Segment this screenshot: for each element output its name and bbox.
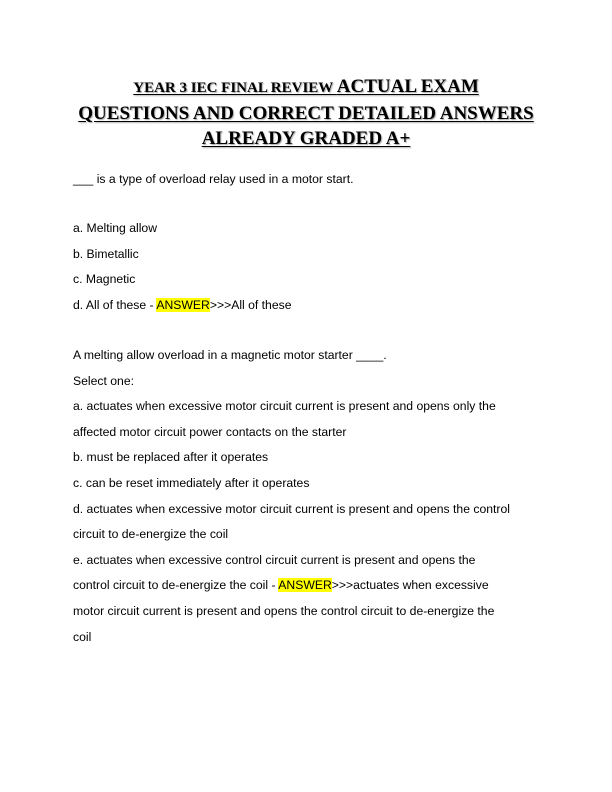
question-2 bbox=[73, 343, 553, 650]
question-2-answer-line-1 bbox=[73, 573, 553, 599]
title-line-3: ALREADY GRADED A+ bbox=[201, 128, 411, 149]
question-1-option-b: b. Bimetallic bbox=[73, 246, 139, 261]
question-2-instruction: Select one: bbox=[73, 373, 134, 388]
question-2-option-line: d. actuates when excessive motor circuit current is present and opens the control bbox=[73, 501, 510, 516]
title-part-1: YEAR 3 IEC FINAL REVIEW bbox=[133, 80, 337, 96]
question-2-option-line: affected motor circuit power contacts on the starter bbox=[73, 424, 347, 439]
question-2-answer-marker: ANSWER bbox=[278, 578, 332, 593]
question-2-answer-line-2: motor circuit current is present and opens the control circuit to de-energize the bbox=[73, 603, 495, 618]
title-line-2: QUESTIONS AND CORRECT DETAILED ANSWERS bbox=[78, 103, 534, 124]
question-2-option-line: e. actuates when excessive control circuit current is present and opens the bbox=[73, 552, 476, 567]
question-2-option-line: a. actuates when excessive motor circuit current is present and opens only the bbox=[73, 399, 496, 414]
question-1-answer-text: >>>All of these bbox=[209, 297, 292, 312]
document-title bbox=[60, 74, 552, 151]
question-1 bbox=[73, 167, 553, 193]
question-1-stem: ___ is a type of overload relay used in a motor start. bbox=[73, 172, 354, 186]
question-1-option-c: c. Magnetic bbox=[73, 272, 136, 287]
title-part-2: ACTUAL EXAM bbox=[336, 76, 479, 97]
question-1-option-d-prefix: d. All of these - bbox=[73, 297, 157, 312]
question-1-answer-marker: ANSWER bbox=[156, 297, 210, 312]
question-2-option-line: c. can be reset immediately after it operates bbox=[73, 475, 310, 490]
question-2-option-line: circuit to de-energize the coil bbox=[73, 527, 229, 542]
question-1-option-a: a. Melting allow bbox=[73, 221, 157, 235]
question-2-last-line-prefix: control circuit to de-energize the coil - bbox=[73, 578, 279, 593]
title-line-1 bbox=[60, 74, 552, 101]
question-2-stem: A melting allow overload in a magnetic motor starter ____. bbox=[73, 348, 387, 362]
question-2-answer-line-3: coil bbox=[73, 629, 92, 644]
question-2-option-line: b. must be replaced after it operates bbox=[73, 450, 269, 465]
question-1-options bbox=[73, 216, 553, 318]
question-2-answer-text: >>>actuates when excessive bbox=[331, 578, 489, 593]
question-1-option-d bbox=[73, 293, 553, 319]
